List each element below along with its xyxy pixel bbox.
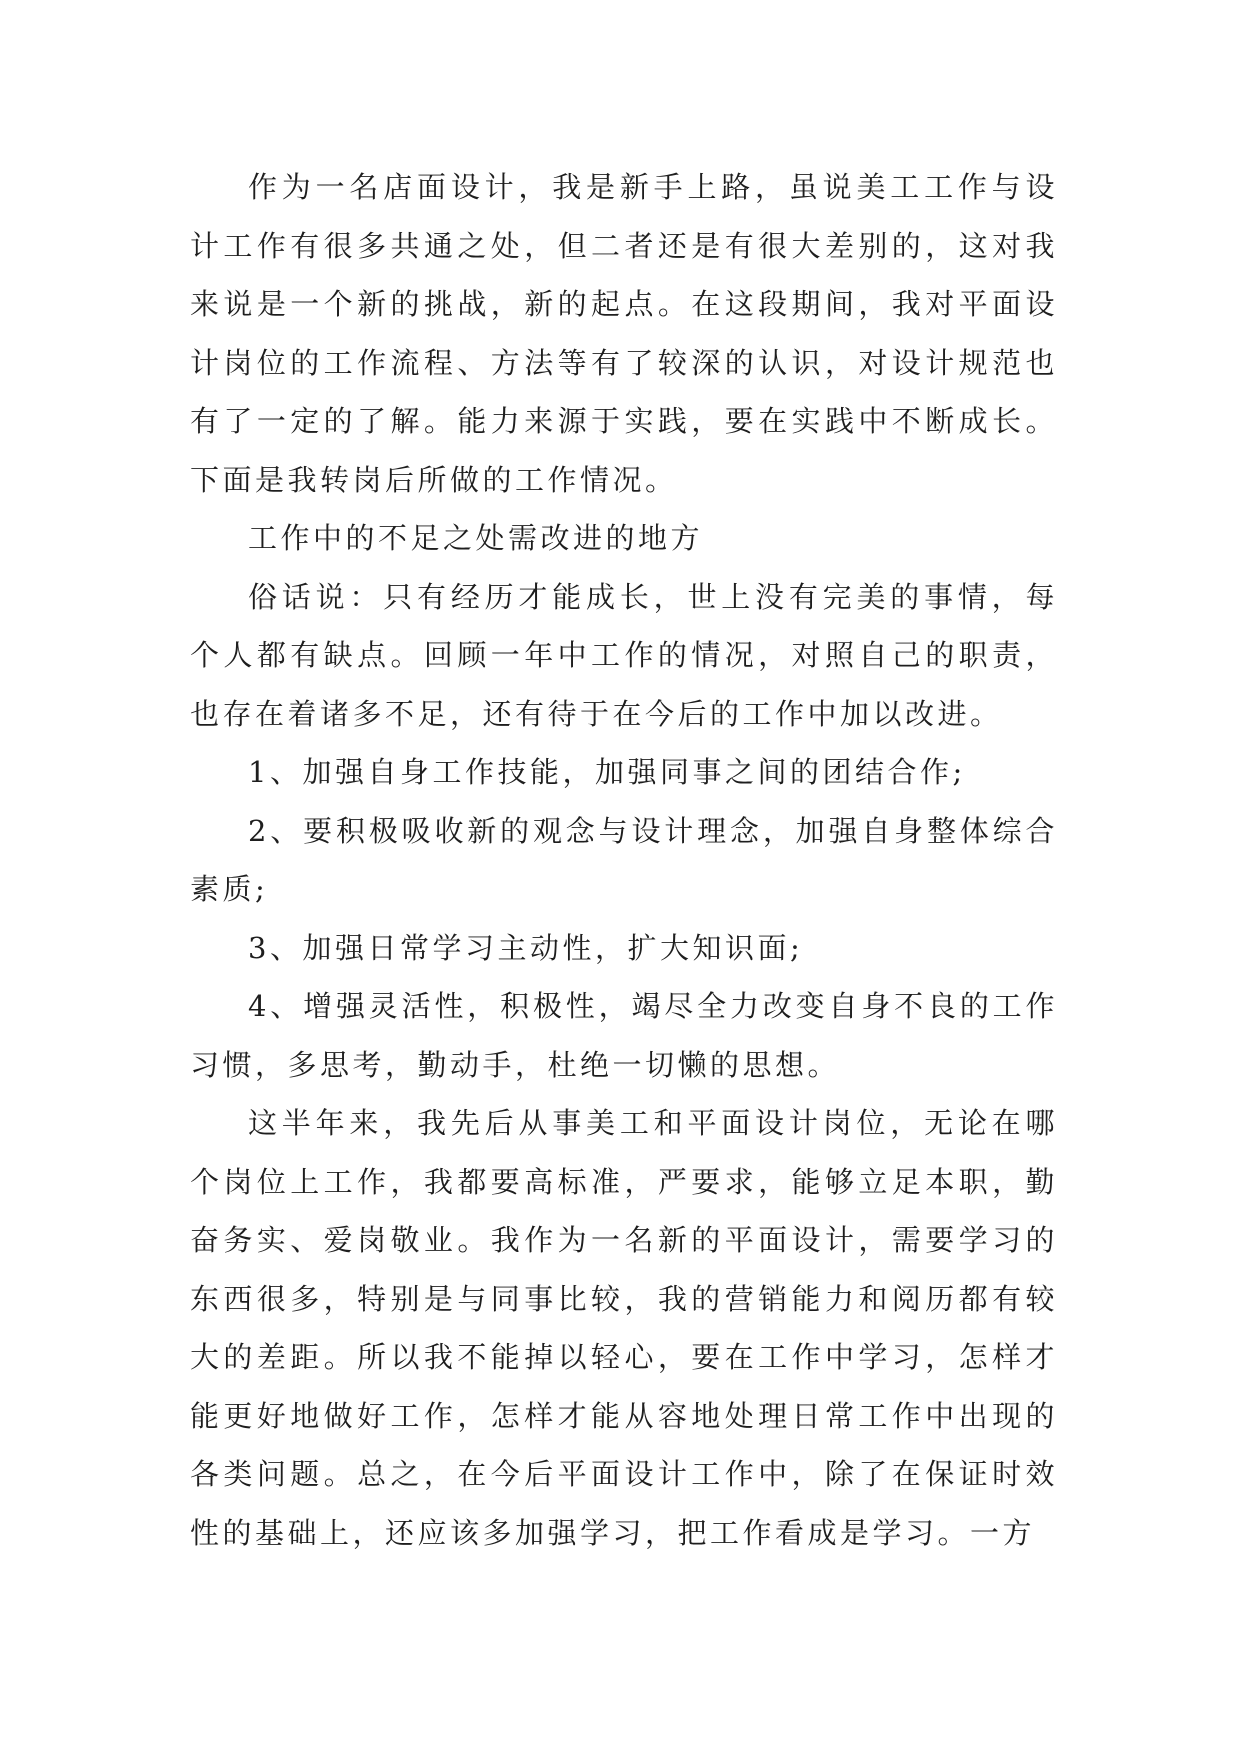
paragraph-intro: 作为一名店面设计，我是新手上路，虽说美工工作与设计工作有很多共通之处，但二者还是有很大差别的，这对我来说是一个新的挑战，新的起点。在这段期间，我对平面设计岗位的工作流程、方法等有了较深的认识，对设计规范也有了一定的了解。能力来源于实践，要在实践中不断成长。下面是我转岗后所做的工作情况。: [190, 170, 1058, 497]
paragraph-shortcomings: 俗话说：只有经历才能成长，世上没有完美的事情，每个人都有缺点。回顾一年中工作的情况，对照自己的职责，也存在着诸多不足，还有待于在今后的工作中加以改进。: [190, 579, 1058, 731]
section-heading-shortcomings: 工作中的不足之处需改进的地方: [248, 521, 704, 555]
list-item-1: 1、加强自身工作技能，加强同事之间的团结合作;: [248, 755, 966, 789]
document-body: [190, 158, 1058, 1562]
list-item-2: 2、要积极吸收新的观念与设计理念，加强自身整体综合素质;: [190, 813, 1058, 906]
list-item-4: 4、增强灵活性，积极性，竭尽全力改变自身不良的工作习惯，多思考，勤动手，杜绝一切懒的思想。: [190, 989, 1058, 1082]
list-item-3: 3、加强日常学习主动性，扩大知识面;: [248, 930, 804, 965]
paragraph-half-year-summary: 这半年来，我先后从事美工和平面设计岗位，无论在哪个岗位上工作，我都要高标准，严要求，能够立足本职，勤奋务实、爱岗敬业。我作为一名新的平面设计，需要学习的东西很多，特别是与同事比较，我的营销能力和阅历都有较大的差距。所以我不能掉以轻心，要在工作中学习，怎样才能更好地做好工作，怎样才能从容地处理日常工作中出现的各类问题。总之，在今后平面设计工作中，除了在保证时效性的基础上，还应该多加强学习，把工作看成是学习。一方: [190, 1106, 1058, 1550]
